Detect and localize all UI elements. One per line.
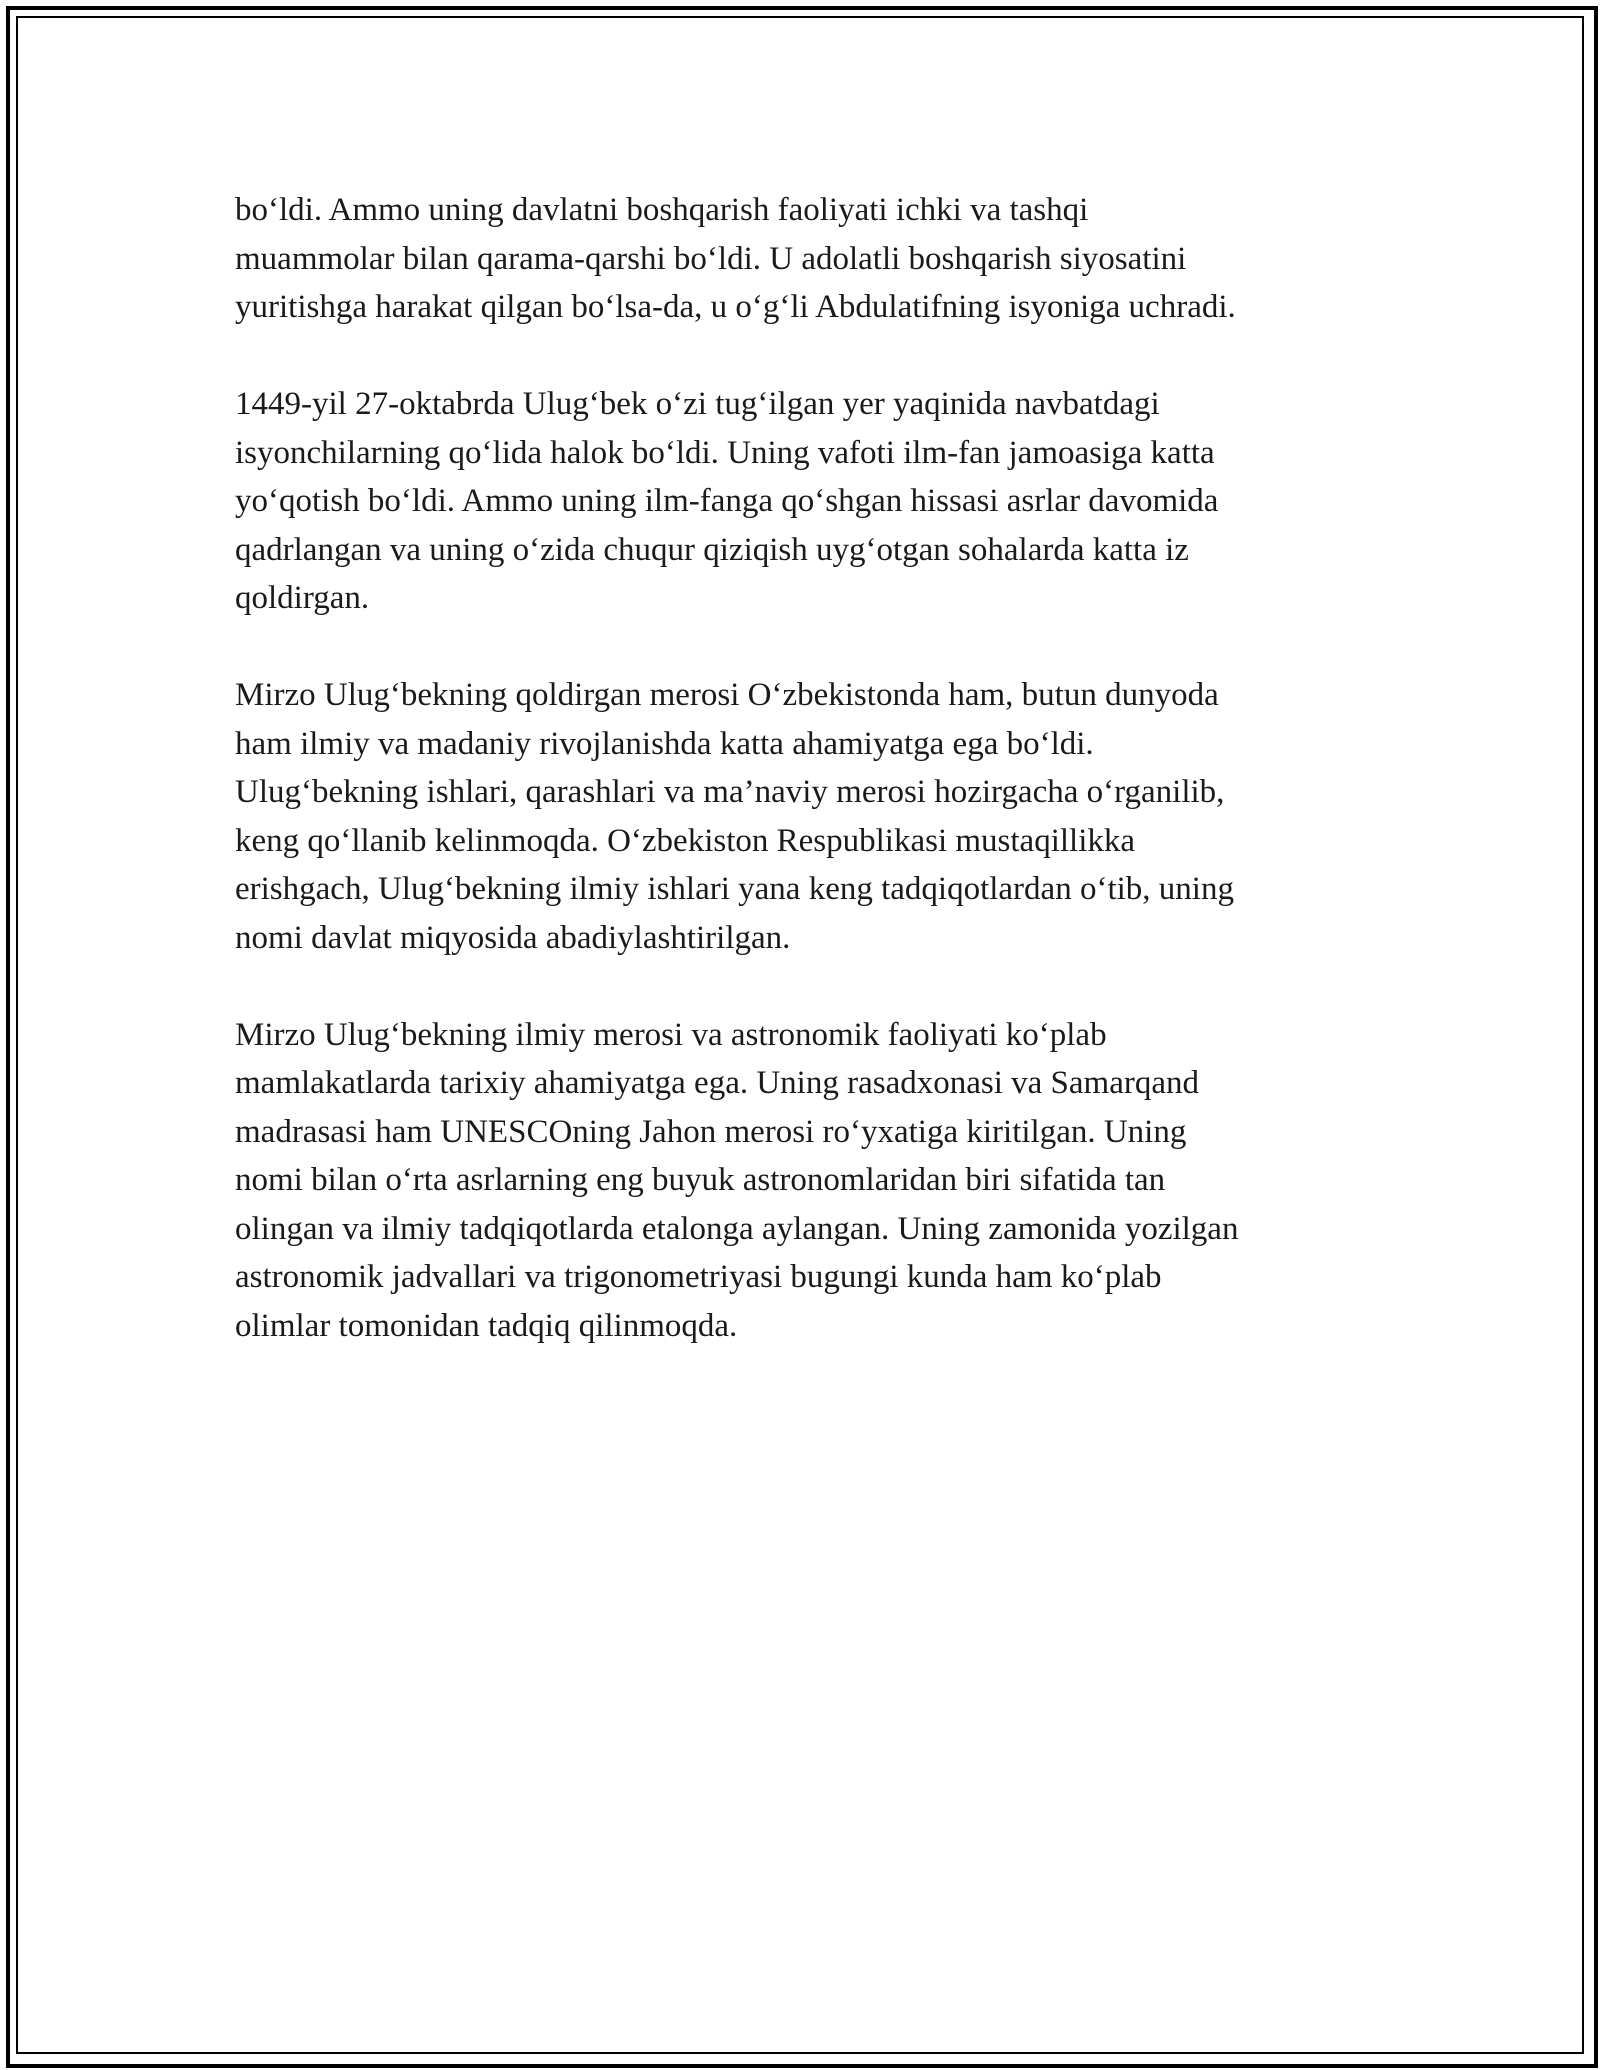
text-line: ham ilmiy va madaniy rivojlanishda katta ahamiyatga ega bo‘ldi. — [235, 725, 1094, 762]
text-line: muammolar bilan qarama-qarshi bo‘ldi. U adolatli boshqarish siyosatini — [235, 240, 1187, 277]
paragraph — [235, 380, 1365, 623]
text-line: bo‘ldi. Ammo uning davlatni boshqarish faoliyati ichki va tashqi — [235, 192, 1089, 228]
text-line: yuritishga harakat qilgan bo‘lsa-da, u o‘g‘li Abdulatifning isyoniga uchradi. — [235, 289, 1236, 325]
paragraph — [235, 186, 1365, 332]
document-body — [235, 186, 1365, 1399]
text-line: olimlar tomonidan tadqiq qilinmoqda. — [235, 1307, 738, 1344]
text-line: 1449-yil 27-oktabrda Ulug‘bek o‘zi tug‘ilgan yer yaqinida navbatdagi — [235, 386, 1160, 422]
text-line: madrasasi ham UNESCOning Jahon merosi ro‘yxatiga kiritilgan. Uning — [235, 1113, 1187, 1150]
text-line: yo‘qotish bo‘ldi. Ammo uning ilm-fanga qo‘shgan hissasi asrlar davomida — [235, 483, 1219, 519]
text-line: nomi bilan o‘rta asrlarning eng buyuk astronomlaridan biri sifatida tan — [235, 1162, 1166, 1198]
text-line: astronomik jadvallari va trigonometriyasi bugungi kunda ham ko‘plab — [235, 1259, 1162, 1295]
text-line: isyonchilarning qo‘lida halok bo‘ldi. Uning vafoti ilm-fan jamoasiga katta — [235, 434, 1215, 471]
paragraph — [235, 671, 1365, 962]
text-line: nomi davlat miqyosida abadiylashtirilgan. — [235, 919, 791, 956]
text-line: Ulug‘bekning ishlari, qarashlari va ma’naviy merosi hozirgacha o‘rganilib, — [235, 774, 1225, 810]
paragraph — [235, 1011, 1365, 1351]
text-line: Mirzo Ulug‘bekning ilmiy merosi va astronomik faoliyati ko‘plab — [235, 1016, 1107, 1053]
text-line: Mirzo Ulug‘bekning qoldirgan merosi O‘zbekistonda ham, butun dunyoda — [235, 677, 1219, 713]
text-line: olingan va ilmiy tadqiqotlarda etalonga aylangan. Uning zamonida yozilgan — [235, 1210, 1239, 1247]
text-line: keng qo‘llanib kelinmoqda. O‘zbekiston Respublikasi mustaqillikka — [235, 822, 1136, 859]
text-line: erishgach, Ulug‘bekning ilmiy ishlari yana keng tadqiqotlardan o‘tib, uning — [235, 871, 1234, 907]
text-line: qadrlangan va uning o‘zida chuqur qiziqish uyg‘otgan sohalarda katta iz — [235, 531, 1189, 568]
text-line: qoldirgan. — [235, 580, 370, 616]
text-line: mamlakatlarda tarixiy ahamiyatga ega. Uning rasadxonasi va Samarqand — [235, 1065, 1199, 1101]
